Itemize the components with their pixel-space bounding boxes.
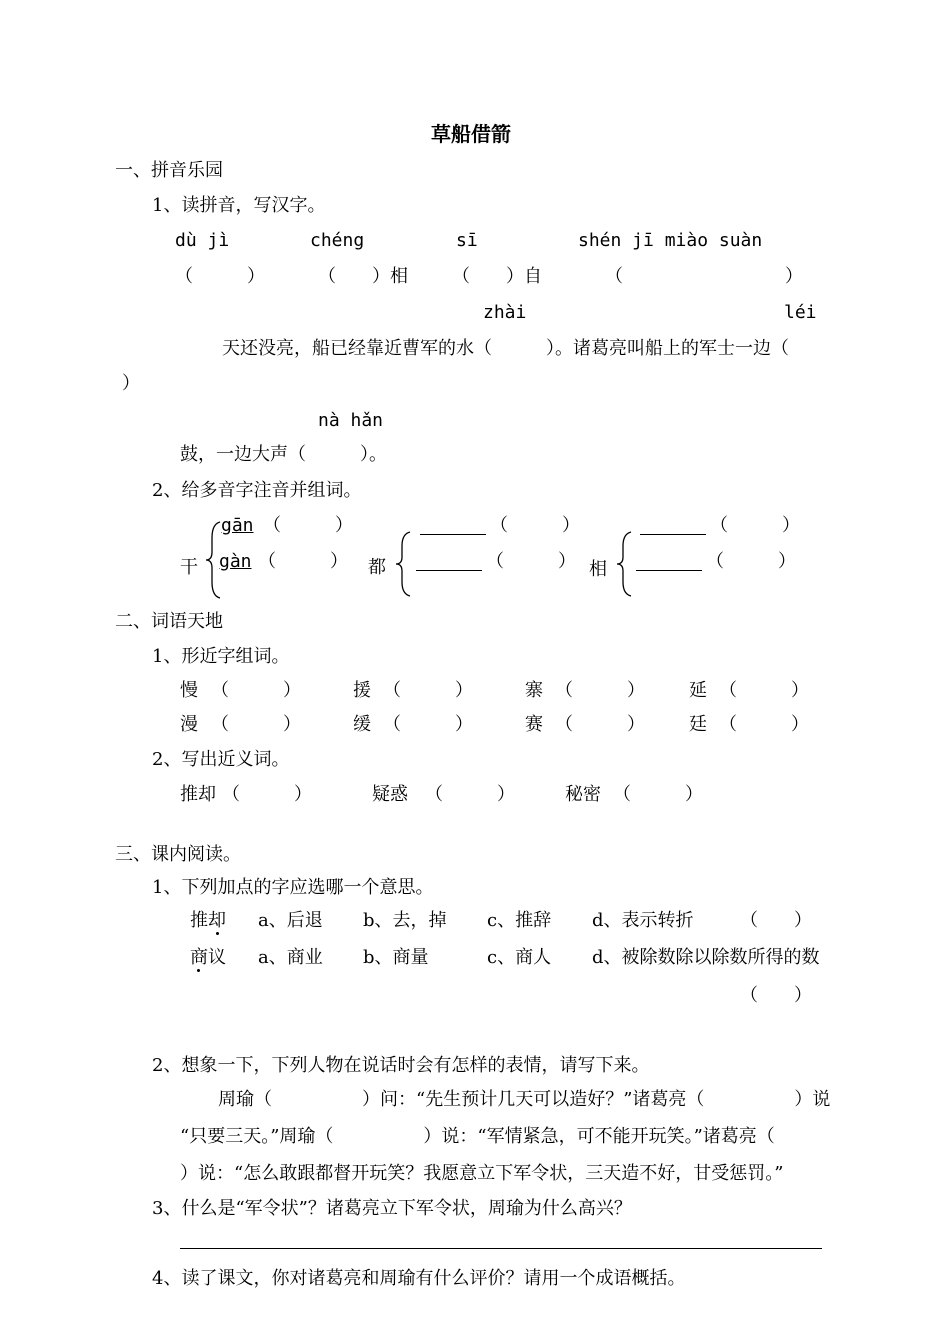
pinyin-duji: dù jì [175,230,230,251]
q1-1-label: 1、读拼音，写汉字。 [152,195,326,216]
gan-2-paren[interactable]: （ ） [258,551,348,572]
dialogue-line-1: 周瑜（ ）问：“先生预计几天可以造好？”诸葛亮（ ）说 [218,1089,831,1110]
yuan-paren[interactable]: （ ） [383,680,473,701]
sentence-1: 天还没亮，船已经靠近曹军的水（ ）。诸葛亮叫船上的军士一边（ [222,338,789,359]
xiang-line-1[interactable] [640,534,706,535]
answer-1-paren[interactable]: （ ） [740,910,812,931]
q1-2-label: 2、给多音字注音并组词。 [152,480,362,501]
xiang-line-2[interactable] [636,570,702,571]
option-1d: d、表示转折 [592,910,694,931]
yan-paren[interactable]: （ ） [719,680,809,701]
q3-4-label: 4、读了课文，你对诸葛亮和周瑜有什么评价？请用一个成语概括。 [152,1268,686,1289]
dialogue-line-2: “只要三天。”周瑜（ ）说：“军情紧急，可不能开玩笑。”诸葛亮（ [180,1126,775,1147]
option-2d: d、被除数除以除数所得的数 [592,947,820,968]
section-2-heading: 二、词语天地 [115,611,223,632]
option-2c: c、商人 [487,947,552,968]
man-paren[interactable]: （ ） [211,680,301,701]
char-man2: 漫 [180,714,198,735]
char-zhai: 寨 [525,680,543,701]
char-man: 慢 [180,680,198,701]
blank-sizi[interactable]: （ ）自 [452,266,542,287]
ting-paren[interactable]: （ ） [719,714,809,735]
q3-3-answer-line[interactable] [180,1248,822,1249]
word-tuique: 推却 [180,784,216,805]
pinyin-gan-1: gān [221,515,254,536]
blank-chengxiang[interactable]: （ ）相 [318,266,408,287]
option-2a: a、商业 [258,947,323,968]
q3-3-label: 3、什么是“军令状”？诸葛亮立下军令状，周瑜为什么高兴？ [152,1198,632,1219]
option-1a: a、后退 [258,910,323,931]
sai-paren[interactable]: （ ） [555,714,645,735]
section-3-heading: 三、课内阅读。 [115,844,241,865]
zhai-paren[interactable]: （ ） [555,680,645,701]
char-dou: 都 [368,557,386,578]
pinyin-cheng: chéng [310,230,365,251]
option-1c: c、推辞 [487,910,552,931]
word-yihuo: 疑惑 [372,784,408,805]
blank-duji[interactable]: （ ） [175,266,265,287]
sentence-2: 鼓，一边大声（ ）。 [180,444,387,465]
mimi-paren[interactable]: （ ） [613,784,703,805]
q2-2-label: 2、写出近义词。 [152,749,290,770]
option-1b: b、去，掉 [363,910,447,931]
word-tuique-dotted: 推却 [190,910,226,931]
section-1-heading: 一、拼音乐园 [115,160,223,181]
emphasis-dot-que [216,932,219,935]
q3-1-label: 1、下列加点的字应选哪一个意思。 [152,877,434,898]
huan-paren[interactable]: （ ） [383,714,473,735]
dou-2-paren[interactable]: （ ） [486,551,576,572]
yihuo-paren[interactable]: （ ） [425,784,515,805]
dialogue-line-3: ）说：“怎么敢跟都督开玩笑？我愿意立下军令状，三天造不好，甘受惩罚。” [180,1163,784,1184]
tuique-paren[interactable]: （ ） [222,784,312,805]
pinyin-shenjimiaosuan: shén jī miào suàn [578,230,763,251]
char-gan: 干 [180,557,198,578]
brace-dou [394,530,412,598]
gan-1-paren[interactable]: （ ） [263,515,353,536]
char-huan: 缓 [353,714,371,735]
pinyin-zhai: zhài [483,302,527,323]
word-mimi: 秘密 [565,784,601,805]
q2-1-label: 1、形近字组词。 [152,646,290,667]
answer-2-paren[interactable]: （ ） [740,985,812,1006]
char-sai: 赛 [525,714,543,735]
char-xiang: 相 [589,559,607,580]
xiang-1-paren[interactable]: （ ） [710,515,800,536]
option-2b: b、商量 [363,947,429,968]
page-title: 草船借箭 [431,122,511,146]
char-yan: 延 [689,680,707,701]
dou-line-1[interactable] [420,534,486,535]
xiang-2-paren[interactable]: （ ） [706,551,796,572]
brace-xiang [615,530,633,598]
char-ting: 廷 [689,714,707,735]
sentence-1-end: ） [122,373,140,394]
pinyin-nahan: nà hǎn [318,410,384,431]
char-yuan: 援 [353,680,371,701]
q3-2-label: 2、想象一下，下列人物在说话时会有怎样的表情，请写下来。 [152,1055,650,1076]
pinyin-gan-2: gàn [219,551,252,572]
man2-paren[interactable]: （ ） [211,714,301,735]
emphasis-dot-shang [197,969,200,972]
word-shangyi-dotted: 商议 [190,947,226,968]
dou-1-paren[interactable]: （ ） [490,515,580,536]
dou-line-2[interactable] [416,570,482,571]
blank-shenjimiaosuan[interactable]: （ ） [605,266,803,287]
pinyin-si: sī [456,230,478,251]
pinyin-lei: léi [784,302,817,323]
